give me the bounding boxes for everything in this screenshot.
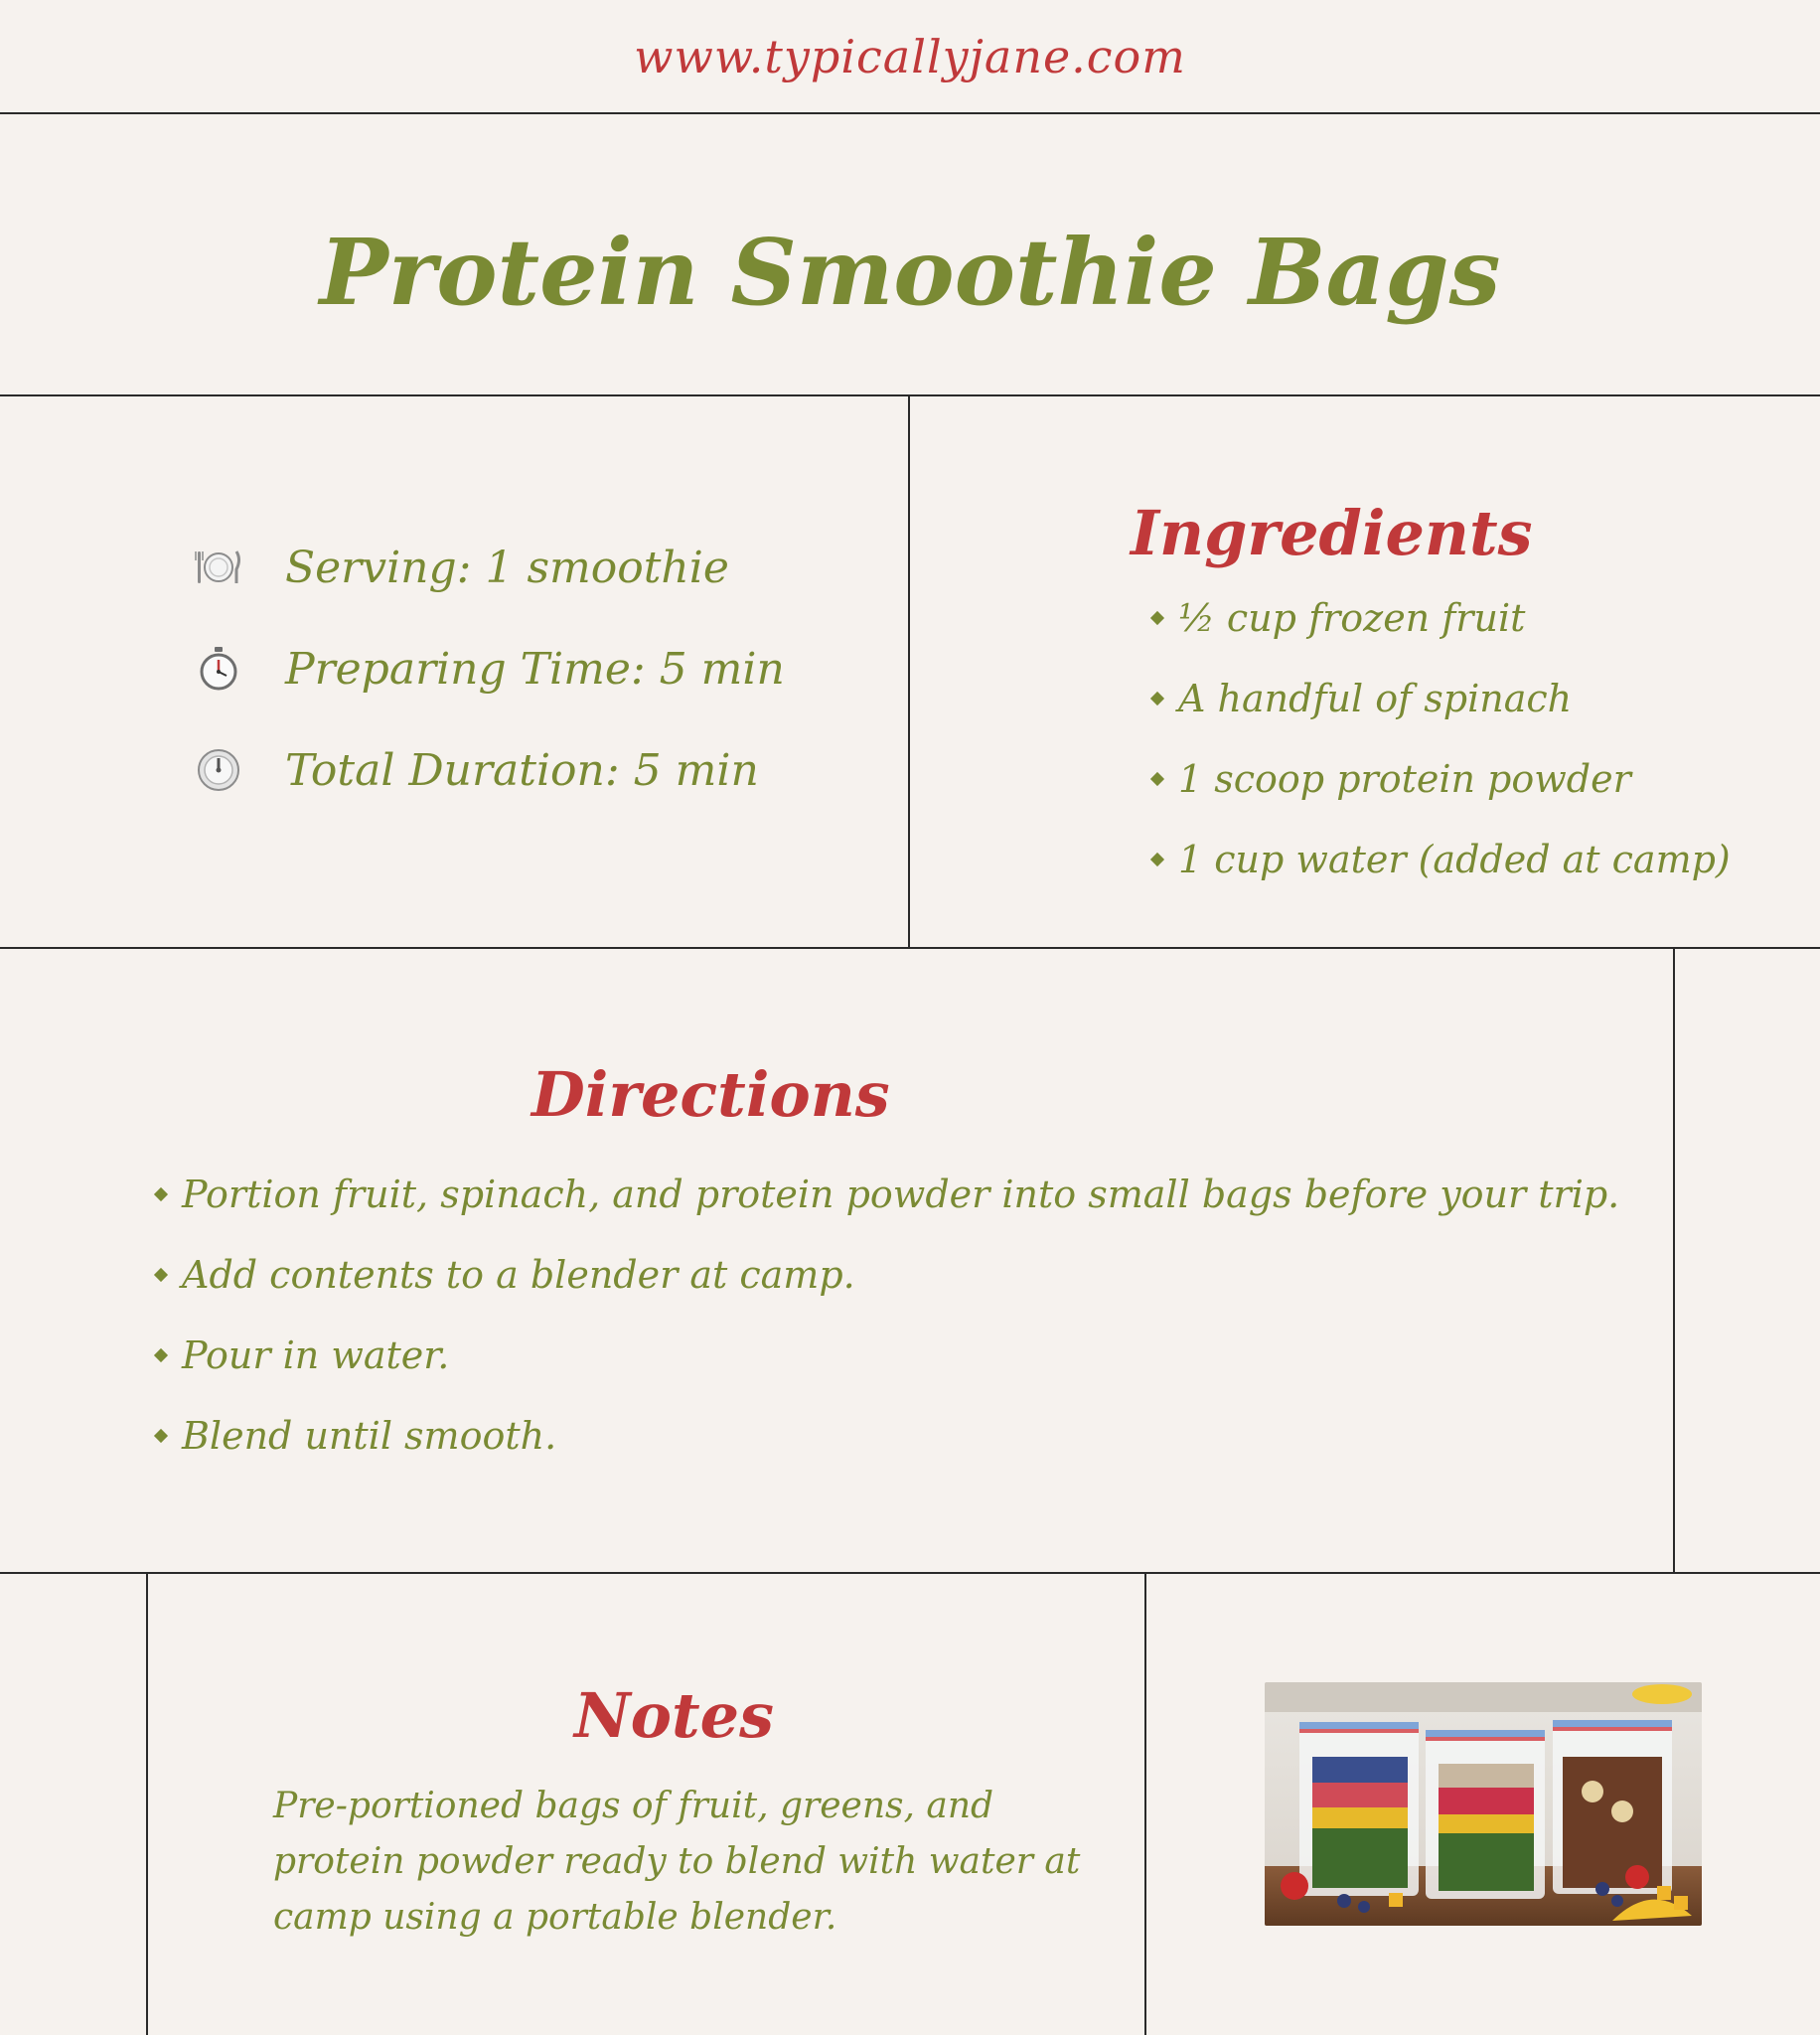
notes-heading: Notes [574, 1679, 775, 1752]
direction-text: Add contents to a blender at camp. [182, 1252, 855, 1297]
divider-info-vertical [908, 395, 910, 947]
bullet-diamond-icon [1150, 852, 1164, 865]
meta-prep-time [194, 618, 785, 719]
list-item [156, 1315, 1619, 1395]
direction-text: Portion fruit, spinach, and protein powder into small bags before your trip. [182, 1172, 1620, 1216]
bullet-diamond-icon [154, 1267, 168, 1281]
directions-list [156, 1154, 1619, 1476]
plate-cutlery-icon [194, 543, 243, 592]
stopwatch-icon [194, 644, 243, 694]
list-item [156, 1395, 1619, 1476]
ingredient-text: 1 scoop protein powder [1178, 756, 1631, 801]
recipe-title: Protein Smoothie Bags [319, 219, 1501, 326]
divider-title [0, 394, 1820, 396]
ingredients-heading: Ingredients [1131, 497, 1533, 569]
direction-text: Blend until smooth. [182, 1413, 557, 1458]
ingredient-text: 1 cup water (added at camp) [1178, 837, 1731, 881]
list-item [156, 1154, 1619, 1234]
divider-notes-right [1144, 1573, 1146, 2035]
ingredient-text: ½ cup frozen fruit [1178, 595, 1526, 640]
list-item [1152, 577, 1731, 658]
bullet-diamond-icon [1150, 771, 1164, 785]
bullet-diamond-icon [154, 1428, 168, 1442]
recipe-meta-list [194, 517, 785, 821]
direction-text: Pour in water. [182, 1332, 450, 1377]
directions-heading: Directions [531, 1058, 890, 1131]
bullet-diamond-icon [154, 1347, 168, 1361]
meta-total-duration-text: Total Duration: 5 min [285, 744, 759, 796]
smoothie-bags-photo [1265, 1682, 1702, 1926]
site-url[interactable]: www.typicallyjane.com [634, 30, 1186, 83]
divider-header [0, 112, 1820, 114]
list-item [156, 1234, 1619, 1315]
list-item [1152, 658, 1731, 738]
list-item [1152, 738, 1731, 819]
meta-serving [194, 517, 785, 618]
divider-directions-vertical [1673, 948, 1675, 1572]
ingredients-list [1152, 577, 1731, 899]
notes-text: Pre-portioned bags of fruit, greens, and protein powder ready to blend with water at camp using a portable blender. [273, 1786, 1081, 1938]
ingredient-text: A handful of spinach [1178, 676, 1573, 720]
meta-total-duration [194, 719, 785, 821]
meta-serving-text: Serving: 1 smoothie [285, 542, 729, 593]
timer-icon [194, 745, 243, 795]
meta-prep-time-text: Preparing Time: 5 min [285, 643, 785, 695]
list-item [1152, 819, 1731, 899]
divider-notes-left [146, 1573, 148, 2035]
bullet-diamond-icon [1150, 610, 1164, 624]
divider-directions-bottom [0, 1572, 1820, 1574]
bullet-diamond-icon [154, 1186, 168, 1200]
bullet-diamond-icon [1150, 691, 1164, 704]
divider-info-bottom [0, 947, 1820, 949]
